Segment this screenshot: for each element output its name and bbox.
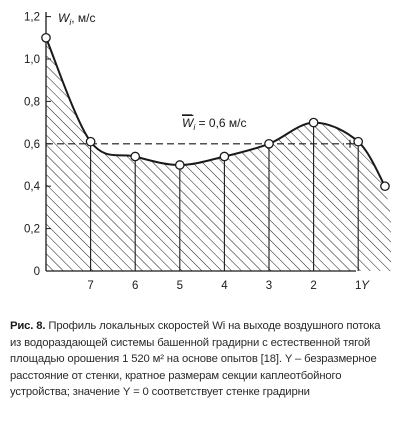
data-point [354,137,362,145]
caption-label: Рис. 8. [10,320,46,332]
y-tick-label: 0 [33,266,40,278]
x-tick-label: 2 [310,280,317,292]
data-point [309,118,317,126]
data-point [86,137,94,145]
caption-text: Профиль локальных скоростей Wi на выходе воздушного потока из водораздающей системы башенной градирни с естественной тягой площадью орошения 1 520 м² на основе опытов [18]. Y – безразмерное расстояние от стенки, кратное размерам секции каплеотбойного устройства; значение Y = 0 соответствует стенке градирни [10,320,381,399]
x-axis-label: Y [361,278,370,292]
data-point [220,152,228,160]
y-tick-label: 0,2 [24,223,40,236]
data-point [176,161,184,169]
x-tick-label: 6 [131,280,139,292]
x-tick-label: 3 [265,280,273,292]
y-tick-label: 0,6 [24,138,40,151]
x-tick-label: 5 [176,280,184,292]
hatched-area [46,38,391,271]
x-tick-label: 1 [354,280,362,292]
y-tick-label: 0,8 [24,96,40,109]
hatch-fill [46,38,391,271]
data-point [42,34,50,42]
reference-label: $W_i = 0,6$ м/с [182,115,247,132]
data-point [381,182,389,190]
y-tick-label: 1,2 [24,11,40,24]
y-tick-label: 0,4 [24,181,40,194]
y-axis-label: $W_i$, м/с [58,11,96,27]
y-tick-label: 1,0 [24,54,40,66]
x-tick-label: 7 [87,280,94,292]
figure-caption [10,318,390,401]
x-tick-label: 4 [221,280,228,292]
data-point [265,140,273,148]
data-point [131,152,139,160]
